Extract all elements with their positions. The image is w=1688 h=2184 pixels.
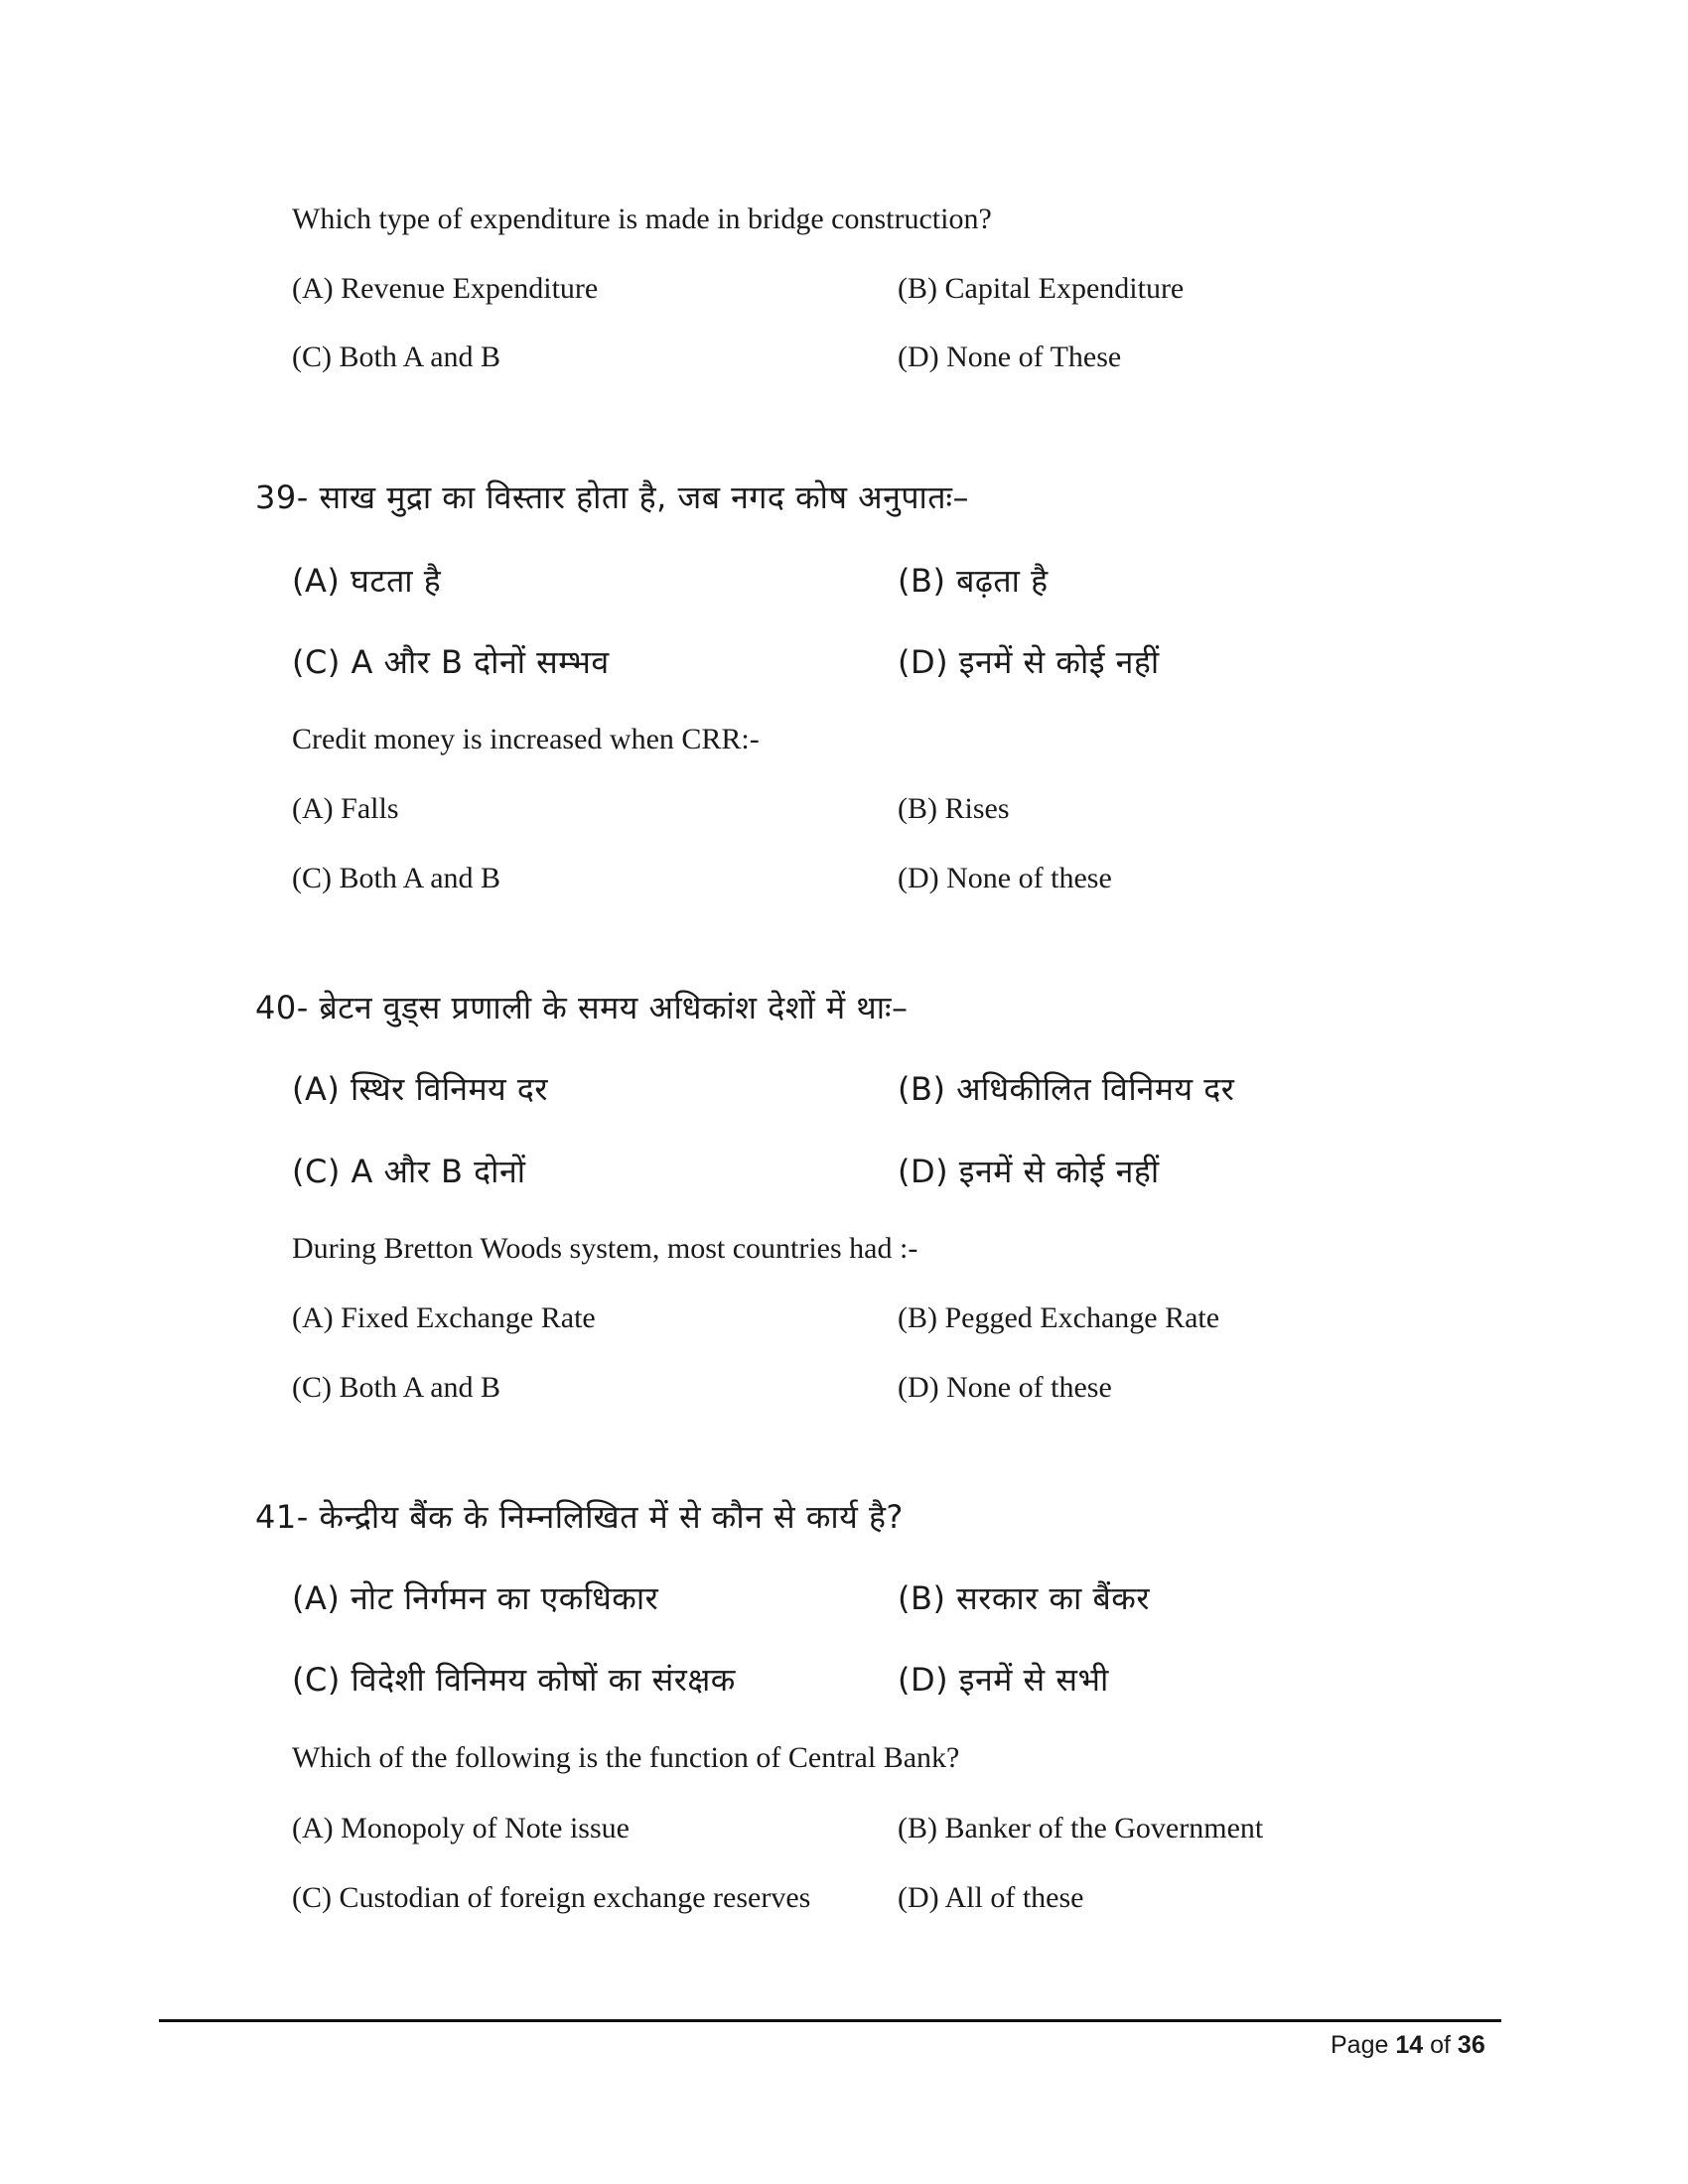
q39-hindi-option-d: (D) इनमें से कोई नहीं	[898, 643, 1160, 681]
q39-english-option-b: (B) Rises	[898, 792, 1010, 825]
q41-english-option-d: (D) All of these	[898, 1881, 1084, 1914]
q40-english-option-a: (A) Fixed Exchange Rate	[292, 1301, 596, 1334]
q40-hindi-option-d: (D) इनमें से कोई नहीं	[898, 1153, 1160, 1190]
q41-hindi-option-a: (A) नोट निर्गमन का एकधिकार	[292, 1579, 659, 1617]
q41-english-option-b: (B) Banker of the Government	[898, 1812, 1264, 1844]
page-prefix: Page	[1331, 2031, 1389, 2059]
q39-hindi-option-c: (C) A और B दोनों सम्भव	[292, 643, 610, 681]
q40-english-option-b: (B) Pegged Exchange Rate	[898, 1301, 1220, 1334]
q38-english-option-d: (D) None of These	[898, 341, 1122, 373]
q41-english-question: Which of the following is the function of Central Bank?	[292, 1741, 960, 1774]
page-total: 36	[1457, 2031, 1485, 2059]
q41-english-option-c: (C) Custodian of foreign exchange reserves	[292, 1881, 811, 1914]
q39-hindi-option-a: (A) घटता है	[292, 562, 442, 600]
q38-english-question: Which type of expenditure is made in bridge construction?	[292, 203, 992, 235]
q41-hindi-question: 41- केन्द्रीय बैंक के निम्नलिखित में से कौन से कार्य है?	[255, 1498, 904, 1536]
q41-hindi-option-c: (C) विदेशी विनिमय कोषों का संरक्षक	[292, 1661, 736, 1699]
page-number	[1331, 2027, 1485, 2063]
footer-divider	[159, 2019, 1501, 2022]
q40-english-question: During Bretton Woods system, most countries had :-	[292, 1232, 918, 1265]
q39-english-option-a: (A) Falls	[292, 792, 399, 825]
page-of: of	[1430, 2031, 1451, 2059]
q39-english-question: Credit money is increased when CRR:-	[292, 723, 760, 755]
q38-english-option-a: (A) Revenue Expenditure	[292, 272, 599, 305]
q39-english-option-c: (C) Both A and B	[292, 862, 501, 894]
q40-hindi-option-c: (C) A और B दोनों	[292, 1153, 526, 1190]
q41-english-option-a: (A) Monopoly of Note issue	[292, 1812, 630, 1844]
q39-hindi-question: 39- साख मुद्रा का विस्तार होता है, जब नगद कोष अनुपातः–	[255, 478, 969, 516]
q40-hindi-option-a: (A) स्थिर विनिमय दर	[292, 1070, 548, 1108]
q41-hindi-option-d: (D) इनमें से सभी	[898, 1661, 1109, 1699]
q40-hindi-question: 40- ब्रेटन वुड्स प्रणाली के समय अधिकांश देशों में थाः–	[255, 989, 909, 1026]
q38-english-option-b: (B) Capital Expenditure	[898, 272, 1185, 305]
q39-english-option-d: (D) None of these	[898, 862, 1112, 894]
q39-hindi-option-b: (B) बढ़ता है	[898, 562, 1049, 600]
q38-english-option-c: (C) Both A and B	[292, 341, 501, 373]
q40-english-option-d: (D) None of these	[898, 1371, 1112, 1404]
page-current: 14	[1395, 2031, 1424, 2059]
q41-hindi-option-b: (B) सरकार का बैंकर	[898, 1579, 1150, 1617]
q40-hindi-option-b: (B) अधिकीलित विनिमय दर	[898, 1070, 1235, 1108]
q40-english-option-c: (C) Both A and B	[292, 1371, 501, 1404]
